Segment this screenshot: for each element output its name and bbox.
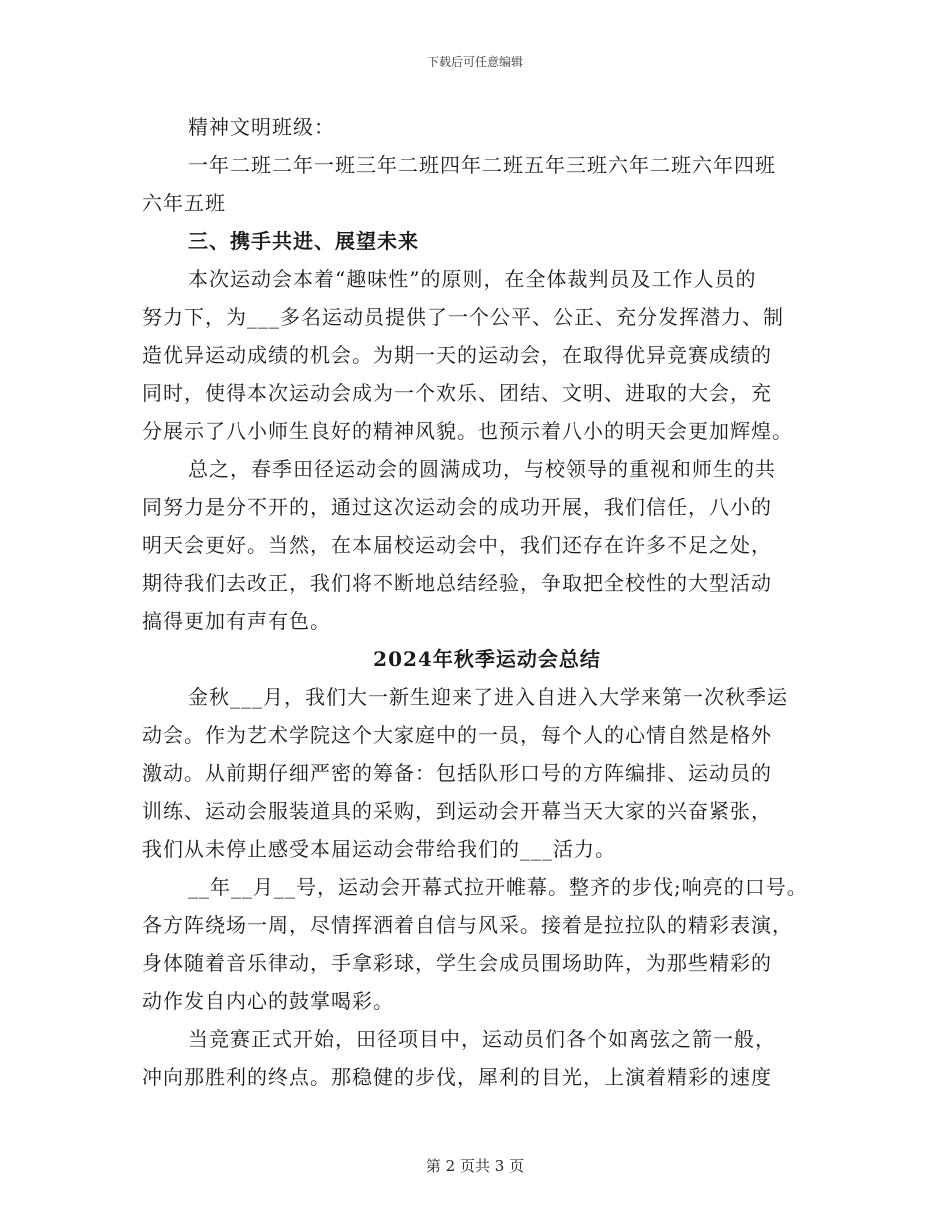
paragraph-line: 明天会更好。当然，在本届校运动会中，我们还存在许多不足之处， xyxy=(142,533,772,557)
paragraph-line: 努力下，为___多名运动员提供了一个公平、公正、充分发挥潜力、制 xyxy=(142,305,784,329)
paragraph-line: 动作发自内心的鼓掌喝彩。 xyxy=(142,989,394,1013)
paragraph-line: 身体随着音乐律动，手拿彩球，学生会成员围场助阵，为那些精彩的 xyxy=(142,951,772,975)
paragraph-line: __年__月__号，运动会开幕式拉开帷幕。整齐的步伐;响亮的口号。 xyxy=(188,875,808,899)
paragraph-line: 激动。从前期仔细严密的筹备：包括队形口号的方阵编排、运动员的 xyxy=(142,761,772,785)
document-body xyxy=(142,113,832,1101)
paragraph-line: 训练、运动会服装道具的采购，到运动会开幕当天大家的兴奋紧张， xyxy=(142,799,772,823)
paragraph-line: 期待我们去改正，我们将不断地总结经验，争取把全校性的大型活动 xyxy=(142,571,772,595)
paragraph-line: 总之，春季田径运动会的圆满成功，与校领导的重视和师生的共 xyxy=(188,457,776,481)
paragraph-line: 各方阵绕场一周，尽情挥洒着自信与风采。接着是拉拉队的精彩表演， xyxy=(142,913,793,937)
paragraph-line: 同努力是分不开的，通过这次运动会的成功开展，我们信任，八小的 xyxy=(142,495,772,519)
paragraph-line: 金秋___月，我们大一新生迎来了进入自进入大学来第一次秋季运 xyxy=(188,685,788,709)
paragraph-line: 当竞赛正式开始，田径项目中，运动员们各个如离弦之箭一般， xyxy=(188,1027,776,1051)
paragraph-line: 搞得更加有声有色。 xyxy=(142,609,331,633)
section-heading: 三、携手共进、展望未来 xyxy=(188,229,419,253)
paragraph-line: 一年二班二年一班三年二班四年二班五年三班六年二班六年四班 xyxy=(188,153,776,177)
page-footer: 第 2 页共 3 页 xyxy=(425,1157,525,1175)
paragraph-line: 精神文明班级： xyxy=(188,115,335,139)
paragraph-line: 六年五班 xyxy=(142,191,226,215)
paragraph-line: 同时，使得本次运动会成为一个欢乐、团结、文明、进取的大会，充 xyxy=(142,381,772,405)
paragraph-line: 造优异运动成绩的机会。为期一天的运动会，在取得优异竞赛成绩的 xyxy=(142,343,772,367)
paragraph-line: 冲向那胜利的终点。那稳健的步伐，犀利的目光，上演着精彩的速度 xyxy=(142,1065,772,1089)
paragraph-line: 动会。作为艺术学院这个大家庭中的一员，每个人的心情自然是格外 xyxy=(142,723,772,747)
section-title: 2024年秋季运动会总结 xyxy=(373,647,601,671)
page-header: 下载后可任意编辑 xyxy=(426,55,523,69)
paragraph-line: 我们从未停止感受本届运动会带给我们的___活力。 xyxy=(142,837,616,861)
paragraph-line: 分展示了八小师生良好的精神风貌。也预示着八小的明天会更加辉煌。 xyxy=(142,419,793,443)
paragraph-line: 本次运动会本着“趣味性”的原则，在全体裁判员及工作人员的 xyxy=(188,267,757,291)
